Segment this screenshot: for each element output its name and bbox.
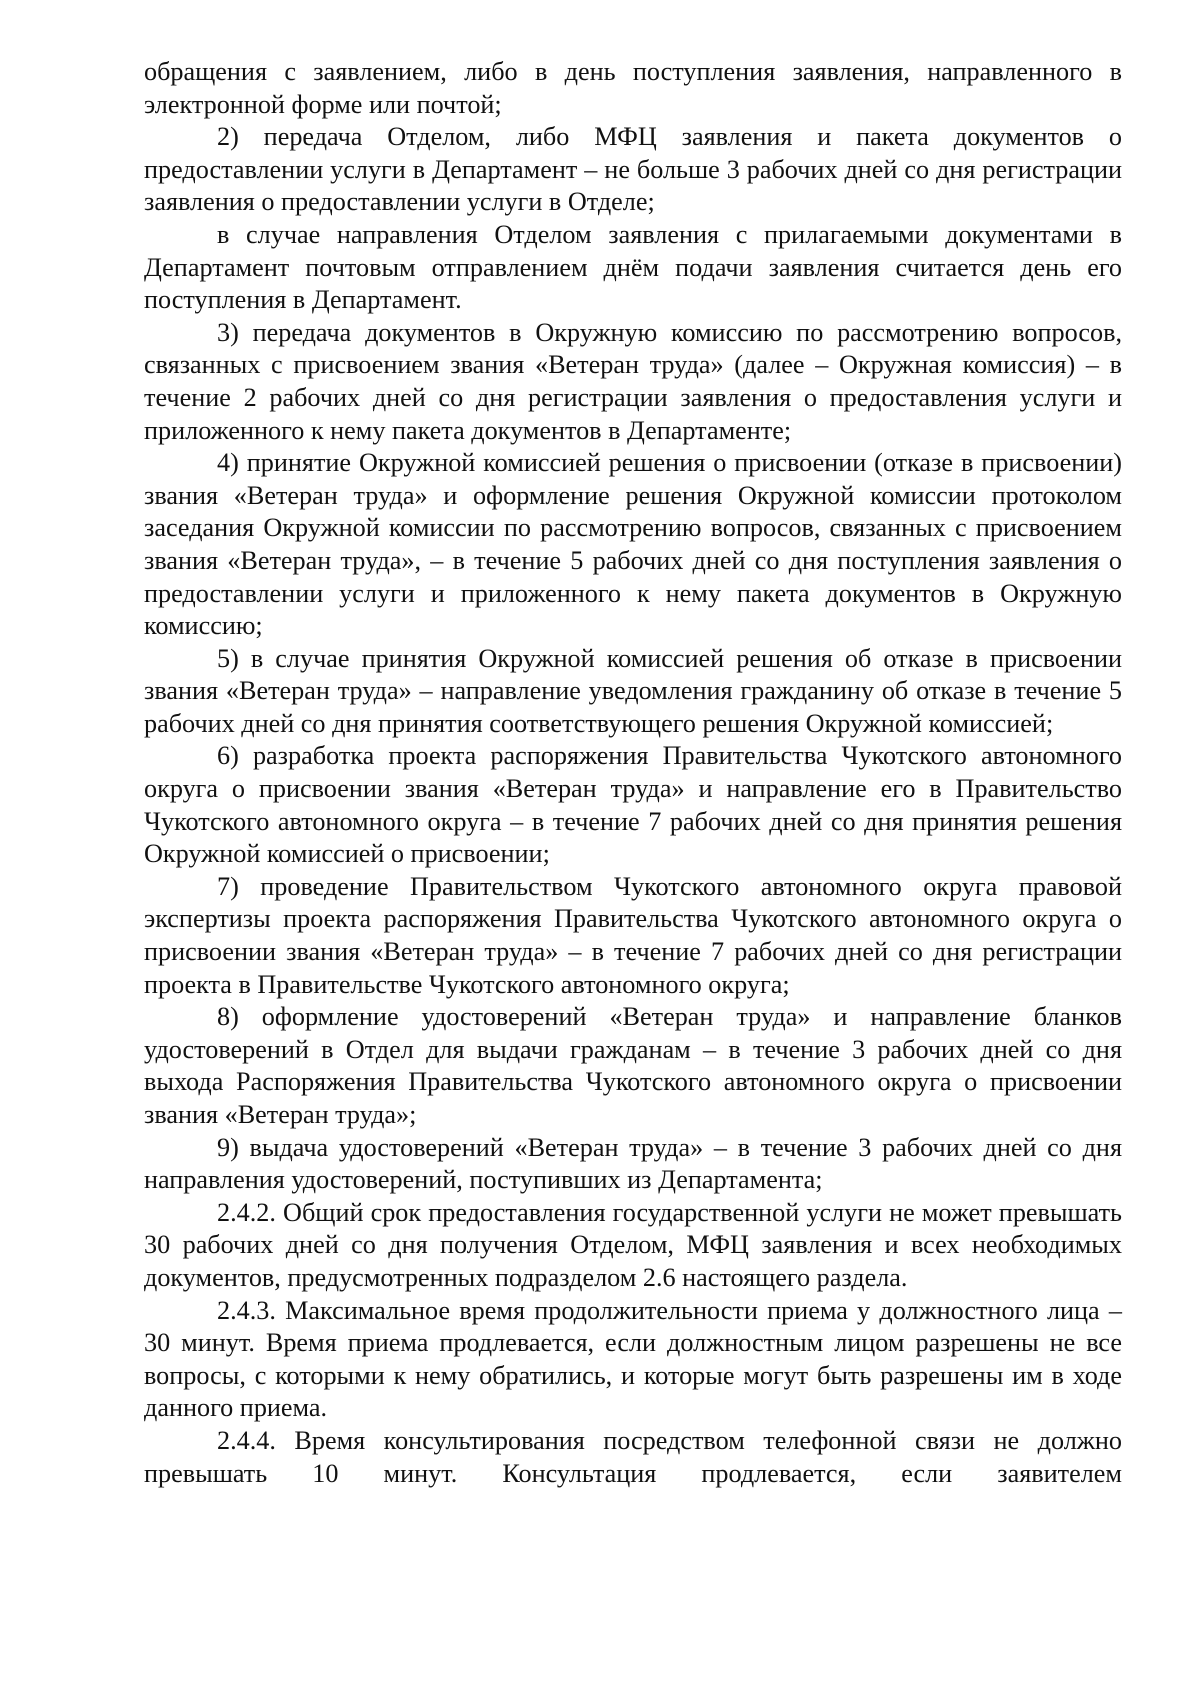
paragraph-item-3: 3) передача документов в Окружную комиссию по рассмотрению вопросов, связанных с присвоением звания «Ветеран труда» (далее – Окружная комиссия) – в течение 2 рабочих дней со дня регистрации заявления о предоставления услуги и приложенного к нему пакета документов в Департаменте; — [144, 317, 1122, 445]
paragraph-item-6: 6) разработка проекта распоряжения Правительства Чукотского автономного округа о присвоении звания «Ветеран труда» и направление его в Правительство Чукотского автономного округа – в течение 7 рабочих дней со дня принятия решения Окружной комиссией о присвоении; — [144, 741, 1122, 869]
paragraph-item-9: 9) выдача удостоверений «Ветеран труда» – в течение 3 рабочих дней со дня направления удостоверений, поступивших из Департамента; — [144, 1132, 1122, 1195]
paragraph-mail-submission: в случае направления Отделом заявления с прилагаемыми документами в Департамент почтовым отправлением днём подачи заявления считается день его поступления в Департамент. — [144, 219, 1122, 315]
paragraph-2-4-3: 2.4.3. Максимальное время продолжительности приема у должностного лица – 30 минут. Время приема продлевается, если должностным лицом разрешены не все вопросы, с которыми к нему обратились, и которые могут быть разрешены им в ходе данного приема. — [144, 1295, 1122, 1423]
paragraph-item-8: 8) оформление удостоверений «Ветеран труда» и направление бланков удостоверений в Отдел для выдачи гражданам – в течение 3 рабочих дней со дня выхода Распоряжения Правительства Чукотского автономного округа о присвоении звания «Ветеран труда»; — [144, 1002, 1122, 1129]
paragraph-item-5: 5) в случае принятия Окружной комиссией решения об отказе в присвоении звания «Ветеран труда» – направление уведомления гражданину об отказе в течение 5 рабочих дней со дня принятия соответствующего решения Окружной комиссией; — [144, 643, 1122, 738]
paragraph-continuation: обращения с заявлением, либо в день поступления заявления, направленного в электронной форме или почтой; — [144, 57, 1122, 119]
paragraph-item-4: 4) принятие Окружной комиссией решения о присвоении (отказе в присвоении) звания «Ветеран труда» и оформление решения Окружной комиссии протоколом заседания Окружной комиссии по рассмотрению вопросов, связанных с присвоением звания «Ветеран труда», – в течение 5 рабочих дней со дня поступления заявления о предоставлении услуги и приложенного к нему пакета документов в Окружную комиссию; — [144, 448, 1122, 641]
paragraph-item-7: 7) проведение Правительством Чукотского автономного округа правовой экспертизы проекта распоряжения Правительства Чукотского автономного округа о присвоении звания «Ветеран труда» – в течение 7 рабочих дней со дня регистрации проекта в Правительстве Чукотского автономного округа; — [144, 871, 1122, 999]
paragraph-2-4-4: 2.4.4. Время консультирования посредством телефонной связи не должно превышать 10 минут. Консультация продлевается, если заявителем — [144, 1425, 1122, 1488]
paragraph-2-4-2: 2.4.2. Общий срок предоставления государственной услуги не может превышать 30 рабочих дней со дня получения Отделом, МФЦ заявления и всех необходимых документов, предусмотренных подразделом 2.6 настоящего раздела. — [144, 1197, 1122, 1292]
paragraph-item-2: 2) передача Отделом, либо МФЦ заявления и пакета документов о предоставлении услуги в Департамент – не больше 3 рабочих дней со дня регистрации заявления о предоставлении услуги в Отделе; — [144, 122, 1122, 217]
document-body — [144, 56, 1122, 1490]
